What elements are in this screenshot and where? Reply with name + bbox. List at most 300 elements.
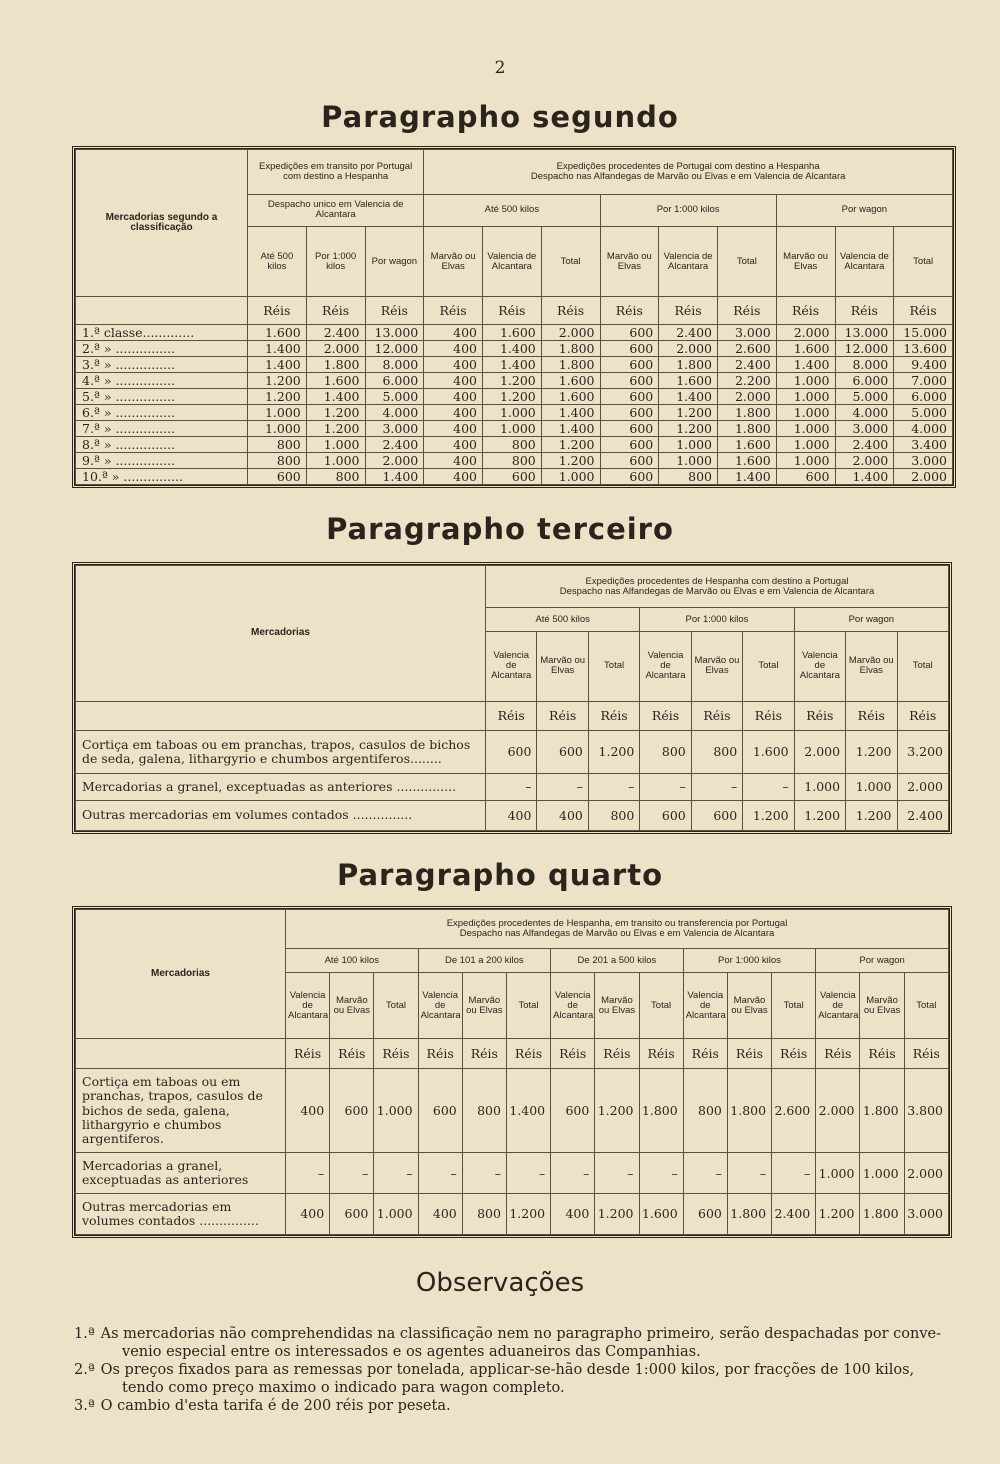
column-header: Valencia de Alcantara [816,973,860,1038]
table-cell: 2.200 [718,372,777,388]
unit-label: Réis [776,297,835,325]
group-header: Por wagon [794,608,948,631]
column-header: Valencia de Alcantara [286,973,330,1038]
unit-label: Réis [506,1038,550,1069]
group-header: De 201 a 500 kilos [551,948,684,973]
table-cell: 600 [600,436,659,452]
table-cell: 2.000 [835,452,894,468]
transit-sub: Despacho unico em Valencia de Alcantara [248,194,424,226]
table-cell: 1.000 [374,1069,418,1153]
table-cell: 1.600 [306,372,365,388]
unit-label: Réis [727,1038,771,1069]
column-header: Até 500 kilos [248,226,307,296]
table-cell: 5.000 [894,404,953,420]
table-cell: 1.800 [659,356,718,372]
table-cell: 2.400 [772,1194,816,1235]
table-cell: 1.000 [659,452,718,468]
table-cell: 1.000 [248,420,307,436]
unit-label: Réis [683,1038,727,1069]
table-cell: 800 [248,436,307,452]
table-cell: 1.600 [776,340,835,356]
table-cell: 1.000 [374,1194,418,1235]
table-cell: 8.000 [365,356,424,372]
table-cell: 600 [418,1069,462,1153]
table-cell: 1.200 [541,452,600,468]
row-label: 4.ª » ............... [76,372,248,388]
table-cell: 1.600 [541,372,600,388]
column-header: Valencia de Alcantara [483,226,542,296]
row-label: 6.ª » ............... [76,404,248,420]
table-cell: 2.000 [904,1153,948,1194]
table-cell: 1.200 [846,731,897,773]
column-header: Marvão ou Elvas [727,973,771,1038]
unit-label: Réis [537,701,588,731]
table-cell: 1.400 [483,356,542,372]
table-cell: 1.400 [718,468,777,484]
table-cell: 800 [691,731,742,773]
table-cell: 2.600 [772,1069,816,1153]
table-cell: 1.800 [727,1194,771,1235]
table-cell: 6.000 [894,388,953,404]
table-cell: 1.000 [306,452,365,468]
table-cell: – [551,1153,595,1194]
table-cell: 2.400 [897,801,949,831]
column-header: Total [588,631,639,701]
table-cell: 1.200 [306,404,365,420]
table-cell: 1.200 [743,801,794,831]
column-header: Valencia de Alcantara [486,631,537,701]
table-cell: 1.200 [483,388,542,404]
table-cell: 4.000 [835,404,894,420]
unit-label: Réis [486,701,537,731]
row-label: 2.ª » ............... [76,340,248,356]
table-cell: 2.000 [659,340,718,356]
table-cell: 1.000 [776,372,835,388]
table-cell: 1.400 [835,468,894,484]
table-cell: 1.800 [718,420,777,436]
unit-label: Réis [835,297,894,325]
table-row [76,1153,949,1194]
section-title-segundo: Paragrapho segundo [321,100,679,134]
table-cell: 1.200 [248,388,307,404]
table-cell: 1.200 [506,1194,550,1235]
column-header: Marvão ou Elvas [691,631,742,701]
table-cell: 2.000 [894,468,953,484]
observacoes-title: Observações [415,1268,585,1298]
unit-label: Réis [860,1038,904,1069]
table-cell: 600 [691,801,742,831]
table-cell: 1.800 [541,356,600,372]
table-cell: 800 [640,731,691,773]
unit-row [76,701,949,731]
table-row [76,372,953,388]
table-cell: 1.200 [306,420,365,436]
group-header: Por 1:000 kilos [600,194,776,226]
table-cell: 1.400 [306,388,365,404]
unit-label: Réis [639,1038,683,1069]
table-cell: 1.000 [483,420,542,436]
table-cell: 800 [683,1069,727,1153]
unit-label: Réis [659,297,718,325]
row-label: 10.ª » ............... [76,468,248,484]
table-cell: 600 [551,1069,595,1153]
table-cell: 8.000 [835,356,894,372]
table-cell: 1.800 [860,1194,904,1235]
table-cell: 800 [462,1069,506,1153]
column-header: Total [904,973,948,1038]
table-cell: 2.000 [365,452,424,468]
table-cell: 4.000 [365,404,424,420]
table-cell: 600 [537,731,588,773]
table-cell: 9.400 [894,356,953,372]
table-row [76,324,953,340]
table-cell: 5.000 [365,388,424,404]
table-cell: 2.600 [718,340,777,356]
table-cell: – [286,1153,330,1194]
table-cell: 1.000 [860,1153,904,1194]
unit-label: Réis [462,1038,506,1069]
table-cell: 13.000 [365,324,424,340]
table-cell: 2.000 [897,773,949,801]
table-cell: 400 [424,324,483,340]
blank-cell [76,1038,286,1069]
table-row [76,420,953,436]
table-cell: 1.000 [794,773,845,801]
table-cell: 600 [600,324,659,340]
column-header: Valencia de Alcantara [418,973,462,1038]
column-header: Valencia de Alcantara [640,631,691,701]
table-cell: 5.000 [835,388,894,404]
table-cell: 6.000 [835,372,894,388]
column-header: Total [541,226,600,296]
table-cell: 400 [424,372,483,388]
unit-label: Réis [897,701,949,731]
column-header: Valencia de Alcantara [683,973,727,1038]
table-cell: 2.000 [816,1069,860,1153]
unit-row [76,297,953,325]
unit-label: Réis [743,701,794,731]
section-title-quarto: Paragrapho quarto [336,858,664,892]
table-cell: 1.200 [659,404,718,420]
table-row [76,356,953,372]
unit-label: Réis [691,701,742,731]
table-cell: 1.000 [776,388,835,404]
column-header: Total [506,973,550,1038]
unit-label: Réis [600,297,659,325]
column-header: Total [374,973,418,1038]
table-cell: – [683,1153,727,1194]
row-label: 7.ª » ............... [76,420,248,436]
table-cell: 600 [600,452,659,468]
table-cell: – [506,1153,550,1194]
col-mercadorias: Mercadorias [76,566,486,702]
table-row [76,452,953,468]
table-cell: 1.200 [794,801,845,831]
row-label: 1.ª classe............. [76,324,248,340]
table-cell: 1.200 [483,372,542,388]
table-terceiro [72,562,952,834]
table-cell: 600 [600,340,659,356]
unit-label: Réis [640,701,691,731]
column-header: Marvão ou Elvas [600,226,659,296]
table-cell: 800 [462,1194,506,1235]
unit-label: Réis [248,297,307,325]
table-cell: 1.600 [639,1194,683,1235]
table-row [76,436,953,452]
column-header: Valencia de Alcantara [659,226,718,296]
table-cell: 400 [424,436,483,452]
table-cell: 600 [248,468,307,484]
table-cell: 600 [600,388,659,404]
group-header: Até 500 kilos [486,608,640,631]
table-cell: 1.200 [541,436,600,452]
table-cell: 1.400 [506,1069,550,1153]
table-cell: 1.000 [306,436,365,452]
table-cell: 1.000 [483,404,542,420]
table-cell: 13.600 [894,340,953,356]
table-cell: 1.000 [846,773,897,801]
column-header: Marvão ou Elvas [462,973,506,1038]
table-cell: 1.800 [541,340,600,356]
table-head: Expedições procedentes de Hespanha, em transito ou transferencia por Portugal Despacho nas Alfandegas de Marvão ou Elvas e em Valencia de Alcantara [286,910,949,949]
table-cell: 1.200 [595,1194,639,1235]
column-header: Marvão ou Elvas [846,631,897,701]
unit-label: Réis [772,1038,816,1069]
table-cell: 400 [424,468,483,484]
table-cell: 800 [248,452,307,468]
table-cell: – [330,1153,374,1194]
table-cell: 1.200 [816,1194,860,1235]
table-row [76,404,953,420]
prov-head: Expedições procedentes de Portugal com destino a Hespanha Despacho nas Alfandegas de Marvão ou Elvas e em Valencia de Alcantara [424,150,953,195]
table-row [76,468,953,484]
row-label: Mercadorias a granel, exceptuadas as anteriores ............... [76,773,486,801]
table-cell: 600 [330,1069,374,1153]
table-cell: – [537,773,588,801]
table-cell: 3.400 [894,436,953,452]
table-cell: 1.800 [639,1069,683,1153]
unit-label: Réis [904,1038,948,1069]
table-cell: 2.400 [718,356,777,372]
column-header: Marvão ou Elvas [537,631,588,701]
table-cell: 2.000 [306,340,365,356]
table-cell: 3.000 [894,452,953,468]
table-cell: – [588,773,639,801]
table-cell: 3.200 [897,731,949,773]
table-cell: 12.000 [835,340,894,356]
table-cell: 1.600 [483,324,542,340]
table-cell: – [462,1153,506,1194]
transit-head: Expedições em transito por Portugal com destino a Hespanha [248,150,424,195]
unit-label: Réis [330,1038,374,1069]
table-cell: 400 [424,452,483,468]
row-label: 8.ª » ............... [76,436,248,452]
unit-label: Réis [365,297,424,325]
table-cell: 1.600 [248,324,307,340]
table-cell: 3.800 [904,1069,948,1153]
table-cell: 400 [551,1194,595,1235]
table-cell: 1.200 [846,801,897,831]
group-header: Até 100 kilos [286,948,419,973]
column-header: Total [639,973,683,1038]
table-cell: – [486,773,537,801]
table-cell: 15.000 [894,324,953,340]
unit-label: Réis [595,1038,639,1069]
table-cell: 1.800 [718,404,777,420]
unit-row [76,1038,949,1069]
table-cell: – [595,1153,639,1194]
table-cell: 1.400 [541,420,600,436]
row-label: 9.ª » ............... [76,452,248,468]
observacao-2: 2.ª Os preços fixados para as remessas por tonelada, applicar-se-hão desde 1:000 kilos, por fracções de 100 kilos, tendo como preço maximo o indicado para wagon completo. [74,1362,915,1396]
unit-label: Réis [816,1038,860,1069]
unit-label: Réis [794,701,845,731]
table-cell: 1.200 [659,420,718,436]
table-cell: – [418,1153,462,1194]
table-row [76,801,949,831]
table-cell: 2.400 [659,324,718,340]
col-mercadorias: Mercadorias [76,910,286,1039]
table-row [76,1194,949,1235]
row-label: Cortiça em taboas ou em pranchas, trapos, casulos de bichos de seda, galena, lithargyrio e chumbos argentiferos........ [76,731,486,773]
table-cell: 1.000 [776,436,835,452]
table-cell: 600 [483,468,542,484]
column-header: Valencia de Alcantara [551,973,595,1038]
table-cell: 1.000 [248,404,307,420]
table-cell: 400 [424,388,483,404]
table-cell: – [374,1153,418,1194]
row-label: Outras mercadorias em volumes contados ............... [76,801,486,831]
table-cell: 1.400 [776,356,835,372]
table-cell: 600 [600,468,659,484]
table-cell: 400 [486,801,537,831]
table-cell: 600 [600,356,659,372]
col-mercadorias: Mercadorias segundo a classificação [76,150,248,297]
table-cell: 400 [537,801,588,831]
table-cell: 6.000 [365,372,424,388]
unit-label: Réis [424,297,483,325]
table-cell: 1.000 [776,452,835,468]
unit-label: Réis [541,297,600,325]
table-quarto [72,906,952,1238]
column-header: Total [897,631,949,701]
table-cell: 1.400 [248,356,307,372]
table-cell: 2.400 [835,436,894,452]
table-cell: 2.000 [776,324,835,340]
observacao-1: 1.ª As mercadorias não comprehendidas na classificação nem no paragrapho primeiro, serão despachadas por conve- venio especial entre os interessados e os agentes aduaneiros das Companhias. [74,1326,942,1360]
unit-label: Réis [306,297,365,325]
table-cell: 3.000 [835,420,894,436]
table-cell: – [640,773,691,801]
table-cell: 600 [486,731,537,773]
observacao-3: 3.ª O cambio d'esta tarifa é de 200 réis por peseta. [74,1398,451,1414]
unit-label: Réis [418,1038,462,1069]
table-cell: 12.000 [365,340,424,356]
table-cell: 1.600 [743,731,794,773]
group-header: Por wagon [816,948,949,973]
unit-label: Réis [588,701,639,731]
table-cell: 800 [306,468,365,484]
page-number: 2 [494,58,506,78]
table-cell: 1.400 [541,404,600,420]
table-cell: – [691,773,742,801]
column-header: Total [718,226,777,296]
group-header: Até 500 kilos [424,194,600,226]
table-cell: 800 [659,468,718,484]
table-cell: 1.200 [588,731,639,773]
row-label: 3.ª » ............... [76,356,248,372]
table-cell: 1.400 [483,340,542,356]
table-cell: 1.400 [365,468,424,484]
table-cell: 600 [683,1194,727,1235]
table-cell: 1.600 [659,372,718,388]
table-cell: – [743,773,794,801]
table-cell: 1.400 [659,388,718,404]
column-header: Marvão ou Elvas [330,973,374,1038]
table-cell: 600 [600,420,659,436]
table-cell: 1.000 [776,404,835,420]
table-cell: 3.000 [365,420,424,436]
table-cell: 800 [483,436,542,452]
column-header: Marvão ou Elvas [776,226,835,296]
row-label: Cortiça em taboas ou em pranchas, trapos, casulos de bichos de seda, galena, lithargyrio e chumbos argentiferos. [76,1069,286,1153]
unit-label: Réis [718,297,777,325]
table-row [76,731,949,773]
table-row [76,340,953,356]
table-cell: 1.600 [541,388,600,404]
table-cell: 1.000 [816,1153,860,1194]
table-cell: 1.200 [595,1069,639,1153]
table-cell: 400 [424,420,483,436]
column-header: Marvão ou Elvas [424,226,483,296]
table-cell: 600 [640,801,691,831]
group-header: Por wagon [776,194,952,226]
table-cell: 1.600 [718,452,777,468]
unit-label: Réis [846,701,897,731]
table-cell: 400 [418,1194,462,1235]
table-cell: 2.000 [541,324,600,340]
table-cell: 600 [776,468,835,484]
table-cell: 1.600 [718,436,777,452]
table-cell: 2.400 [306,324,365,340]
table-row [76,773,949,801]
unit-label: Réis [374,1038,418,1069]
table-cell: 400 [424,340,483,356]
column-header: Valencia de Alcantara [835,226,894,296]
unit-label: Réis [286,1038,330,1069]
table-cell: 3.000 [718,324,777,340]
table-cell: 600 [600,372,659,388]
column-header: Total [772,973,816,1038]
table-cell: 400 [286,1194,330,1235]
table-cell: 4.000 [894,420,953,436]
unit-label: Réis [894,297,953,325]
column-header: Por wagon [365,226,424,296]
table-row [76,1069,949,1153]
group-header: Por 1:000 kilos [683,948,816,973]
table-cell: – [727,1153,771,1194]
table-cell: 800 [588,801,639,831]
table-cell: 400 [424,404,483,420]
table-cell: 800 [483,452,542,468]
table-cell: 1.800 [860,1069,904,1153]
column-header: Valencia de Alcantara [794,631,845,701]
column-header: Por 1:000 kilos [306,226,365,296]
table-segundo [72,146,956,488]
table-cell: 1.000 [541,468,600,484]
table-cell: 1.800 [727,1069,771,1153]
table-cell: 400 [424,356,483,372]
